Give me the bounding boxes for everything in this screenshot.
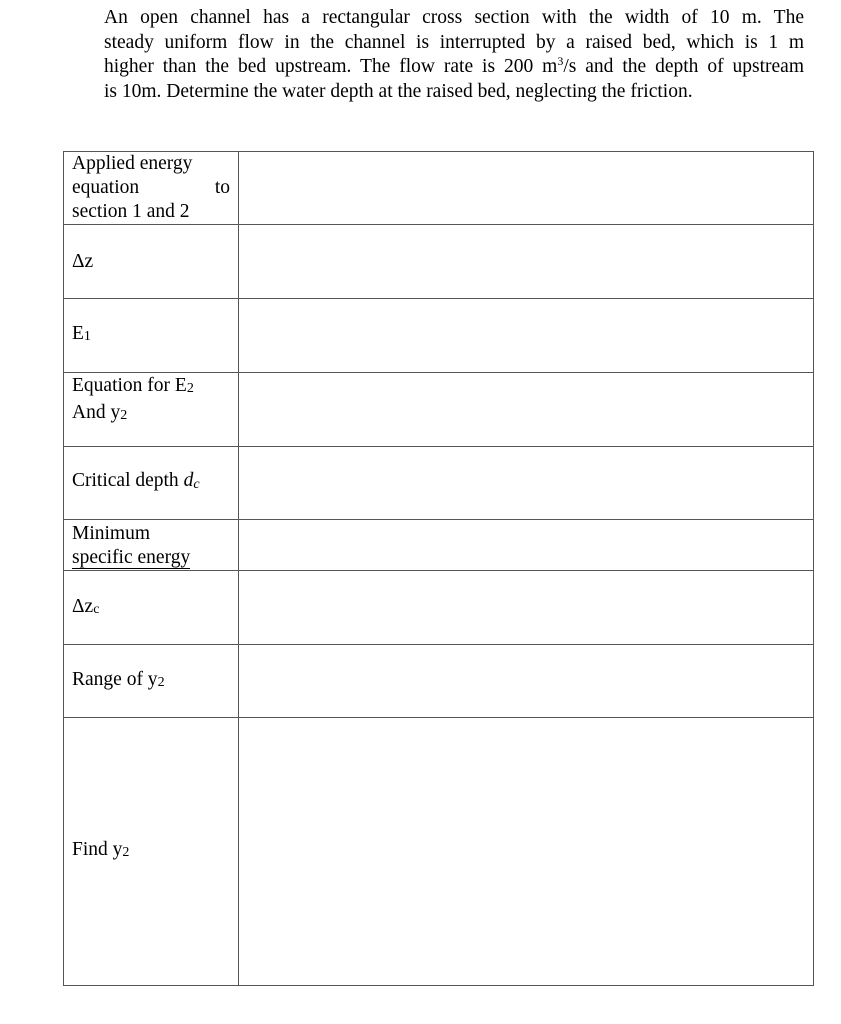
- row-range-y2: [64, 645, 814, 718]
- label-e1: E1: [64, 299, 239, 373]
- answer-e1[interactable]: [239, 299, 814, 373]
- answer-minimum-specific-energy[interactable]: [239, 520, 814, 571]
- answer-delta-z[interactable]: [239, 225, 814, 299]
- label-applied-energy-line-2: equation to: [72, 177, 230, 198]
- label-equation-e2-line-1: Equation for E2: [72, 375, 194, 396]
- row-delta-z: [64, 225, 814, 299]
- problem-statement: [104, 6, 804, 104]
- label-equation-e2: [64, 373, 239, 447]
- label-minimum-specific-energy: [64, 520, 239, 571]
- answer-range-y2[interactable]: [239, 645, 814, 718]
- label-min-energy-line-2: specific energy: [72, 547, 191, 568]
- answer-critical-depth[interactable]: [239, 447, 814, 520]
- answer-applied-energy[interactable]: [239, 152, 814, 225]
- row-applied-energy: [64, 152, 814, 225]
- label-delta-zc: Δzc: [64, 571, 239, 645]
- label-delta-z: Δz: [64, 225, 239, 299]
- label-critical-depth: Critical depth dc: [64, 447, 239, 520]
- row-e1: [64, 299, 814, 373]
- row-critical-depth: [64, 447, 814, 520]
- label-range-y2: Range of y2: [64, 645, 239, 718]
- answer-equation-e2[interactable]: [239, 373, 814, 447]
- answer-find-y2[interactable]: [239, 718, 814, 986]
- cubic-superscript: 3: [557, 54, 564, 68]
- answer-delta-zc[interactable]: [239, 571, 814, 645]
- problem-line-2: steady uniform flow in the channel is interrupted by a raised bed, which is 1 m: [104, 31, 804, 53]
- worksheet-table: [63, 151, 814, 986]
- label-applied-energy: [64, 152, 239, 225]
- row-equation-e2: [64, 373, 814, 447]
- label-applied-energy-line-3: section 1 and 2: [72, 201, 190, 222]
- label-find-y2: Find y2: [64, 718, 239, 986]
- problem-line-3: [104, 55, 804, 80]
- label-min-energy-line-1: Minimum: [72, 523, 151, 544]
- problem-line-3-pre: higher than the bed upstream. The flow rate is 200 m: [104, 56, 558, 77]
- problem-line-1: An open channel has a rectangular cross section with the width of 10 m. The: [104, 7, 804, 28]
- label-equation-e2-line-2: And y2: [72, 402, 128, 423]
- problem-line-4: is 10m. Determine the water depth at the raised bed, neglecting the friction.: [104, 80, 693, 102]
- problem-line-3-post: /s and the depth of upstream: [563, 56, 805, 77]
- row-minimum-specific-energy: [64, 520, 814, 571]
- row-find-y2: [64, 718, 814, 986]
- label-applied-energy-line-1: Applied energy: [72, 153, 193, 174]
- row-delta-zc: [64, 571, 814, 645]
